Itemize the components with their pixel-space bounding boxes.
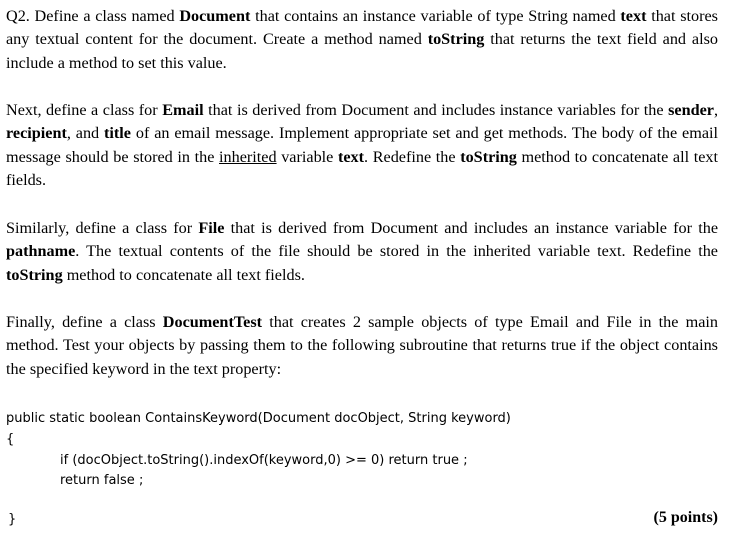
underlined-term: inherited [219, 147, 277, 166]
text-run: of an email message. Implement appropriate set and get methods. The body of the email message should be stored in the [6, 124, 718, 166]
text-run: Finally, define a class [6, 313, 163, 331]
bold-term: File [198, 219, 225, 237]
text-run: Next, define a class for [6, 101, 163, 119]
bold-term: sender [668, 101, 714, 119]
text-run: , and [66, 124, 105, 143]
text-run: that is derived from Document and includes an instance variable for the [224, 219, 719, 237]
text-run: that contains an instance variable of type String named [250, 7, 621, 25]
text-run: , [713, 101, 718, 119]
code-open-brace: { [6, 432, 15, 447]
bold-term: DocumentTest [162, 313, 263, 331]
bold-term: toString [427, 30, 485, 49]
bold-term: title [104, 124, 131, 143]
text-run: Similarly, define a class for [6, 219, 199, 237]
text-run: method to concatenate all text fields. [62, 265, 305, 284]
bold-term: toString [460, 147, 517, 166]
code-close-brace: } [8, 512, 17, 527]
text-run: variable [276, 147, 338, 166]
paragraph-document-class [6, 5, 718, 75]
text-run: Q2. Define a class named [6, 7, 180, 25]
text-run: that returns the text field and also include a method to set this value. [6, 30, 718, 72]
text-run: . The textual contents of the file should be stored in the inherited variable text. Redefine the [75, 242, 718, 261]
bold-term: toString [6, 265, 63, 284]
paragraph-file-class [6, 217, 718, 287]
bold-term: text [620, 7, 647, 25]
code-line-if: if (docObject.toString().indexOf(keyword,0) >= 0) return true ; [60, 453, 468, 468]
text-run: . Redefine the [364, 147, 461, 166]
code-signature: public static boolean ContainsKeyword(Document docObject, String keyword) [6, 411, 511, 426]
code-line-return-false: return false ; [60, 473, 144, 488]
text-run: that is derived from Document and includes instance variables for the [203, 101, 669, 119]
bold-term: Email [162, 101, 204, 119]
bold-term: text [337, 147, 365, 166]
bold-term: Document [179, 7, 251, 25]
paragraph-documenttest-class [6, 311, 718, 381]
text-run: that creates 2 sample objects of type Email and File in the main method. Test your objects by passing them to the following subroutine that returns true if the object contains the specified keyword in the text property: [6, 313, 718, 378]
paragraph-email-class [6, 99, 718, 193]
points-label: (5 points) [653, 509, 718, 526]
text-run: that stores any textual content for the document. Create a method named [6, 7, 718, 49]
bold-term: pathname [6, 242, 76, 261]
text-run: method to concatenate all text fields. [6, 147, 719, 190]
bold-term: recipient [6, 124, 67, 143]
